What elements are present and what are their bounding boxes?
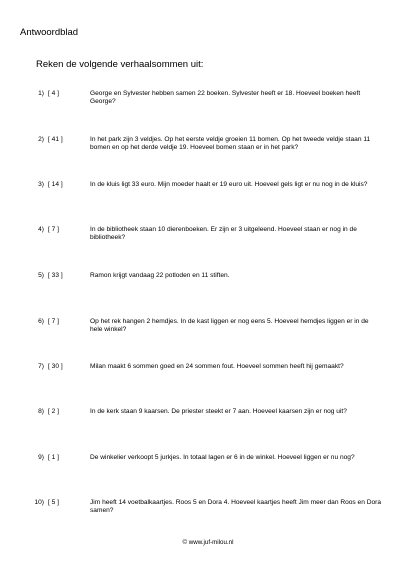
item-question: Ramon krijgt vandaag 22 potloden en 11 stiften. xyxy=(90,272,230,279)
item-number: 4) xyxy=(38,226,44,233)
item-number: 6) xyxy=(38,318,44,325)
item-question: De winkelier verkoopt 5 jurkjes. In totaal lagen er 6 in de winkel. Hoeveel liggen er nu nog? xyxy=(90,454,355,461)
item-question: In het park zijn 3 veldjes. Op het eerste veldje groeien 11 bomen. Op het tweede veldje staan 11 bomen en op het derde veldje 19. Hoeveel bomen staan er in het park? xyxy=(90,136,371,152)
item-number: 5) xyxy=(38,272,44,279)
item-number: 9) xyxy=(38,454,44,461)
item-answer: [ 5 ] xyxy=(48,499,59,506)
item-answer: [ 7 ] xyxy=(48,318,59,325)
item-number: 1) xyxy=(38,90,44,97)
item-number: 7) xyxy=(38,363,44,370)
item-question: In de kerk staan 9 kaarsen. De priester steekt er 7 aan. Hoeveel kaarsen zijn er nog uit? xyxy=(90,408,347,415)
item-question: Jim heeft 14 voetbalkaartjes. Roos 5 en Dora 4. Hoeveel kaartjes heeft Jim meer dan Roos en Dora samen? xyxy=(90,499,382,515)
item-answer: [ 7 ] xyxy=(48,226,59,233)
item-answer: [ 41 ] xyxy=(48,136,63,143)
instruction: Reken de volgende verhaalsommen uit: xyxy=(36,59,204,70)
item-number: 3) xyxy=(38,181,44,188)
item-question: Milan maakt 6 sommen goed en 24 sommen fout. Hoeveel sommen heeft hij gemaakt? xyxy=(90,363,344,370)
item-question: George en Sylvester hebben samen 22 boeken. Sylvester heeft er 18. Hoeveel boeken heeft George? xyxy=(90,90,361,106)
item-number: 2) xyxy=(38,136,44,143)
item-answer: [ 30 ] xyxy=(48,363,63,370)
item-question: In de kluis ligt 33 euro. Mijn moeder haalt er 19 euro uit. Hoeveel gels ligt er nu nog in de kluis? xyxy=(90,181,368,188)
item-question: Op het rek hangen 2 hemdjes. In de kast liggen er nog eens 5. Hoeveel hemdjes liggen er in de hele winkel? xyxy=(90,318,369,334)
item-answer: [ 14 ] xyxy=(48,181,63,188)
footer-credit: © www.juf-milou.nl xyxy=(182,539,234,546)
page-title: Antwoordblad xyxy=(20,27,79,38)
item-number: 10) xyxy=(34,499,44,506)
item-answer: [ 4 ] xyxy=(48,90,59,97)
item-question: In de bibliotheek staan 10 dierenboeken. Er zijn er 3 uitgeleend. Hoeveel staan er nog in de bibliotheek? xyxy=(90,226,357,242)
item-answer: [ 1 ] xyxy=(48,454,59,461)
item-number: 8) xyxy=(38,408,44,415)
item-answer: [ 33 ] xyxy=(48,272,63,279)
item-answer: [ 2 ] xyxy=(48,408,59,415)
